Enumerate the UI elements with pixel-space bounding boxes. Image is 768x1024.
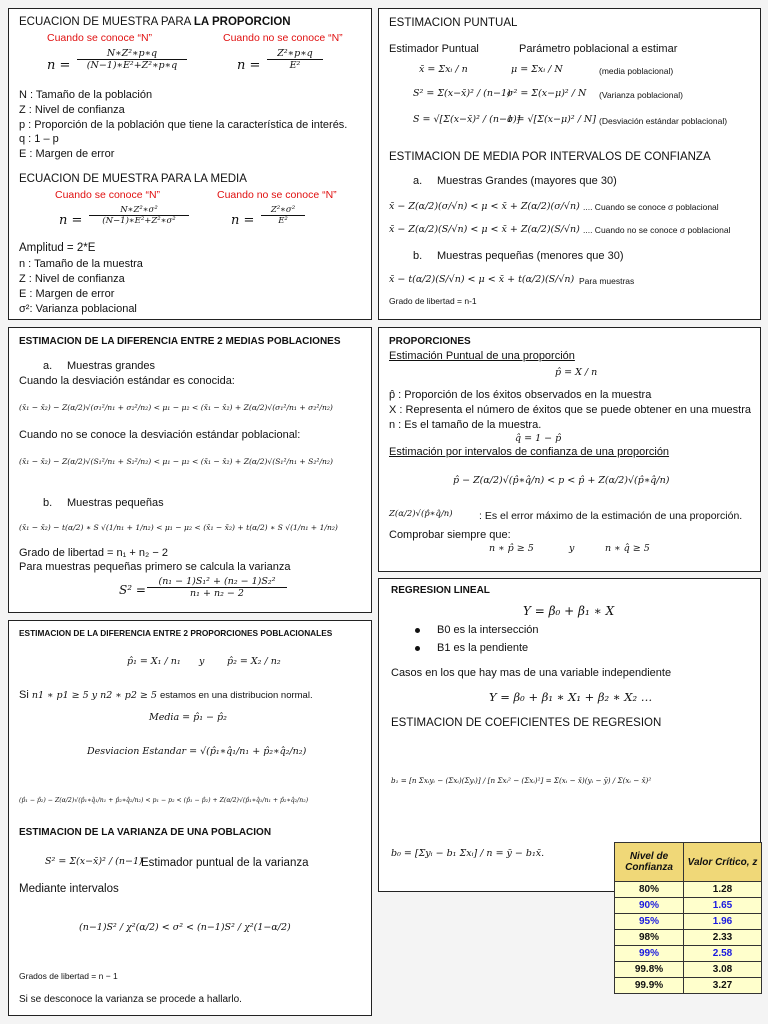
formula-mean-ci-known: x̄ − Z(α/2)(σ/√n) < μ < x̄ + Z(α/2)(σ/√n) [389, 201, 580, 212]
item-a-text: Muestras Grandes (mayores que 30) [437, 175, 617, 187]
check-nq: n ∗ q̂ ≥ 5 [605, 543, 650, 554]
box-difference-means: ESTIMACION DE LA DIFERENCIA ENTRE 2 MEDIAS POBLACIONES a. Muestras grandes Cuando la desviación estándar es conocida: (x̄₁ − x̄₂) − Z(α/2)√(σ₁²/n₁ + σ₂²/n₂) < μ₁ − μ₂ < (x̄₁ − x̄₂) + Z(α/2)√(σ₁²/n₁ + σ₂²/n₂) Cuando no se conoce la desviación estándar poblacional: (x̄₁ − x̄₂) − Z(α/2)√(S₁²/n₁ + S₂²/n₂) < μ₁ − μ₂ < (x̄₁ − x̄₂) + Z(α/2)√(S₁²/n₁ + S₂²/n₂) b. Muestras pequeñas (x̄₁ − x̄₂) − t(α/2) ∗ S √(1/n₁ + 1/n₂) < μ₁ − μ₂ < (x̄₁ − x̄₂) + t(α/2) ∗ S √(1/n₁ + 1/n₂) Grado de libertad = n₁ + n₂ − 2 Para muestras pequeñas primero se calcula la varianza S² = (n₁ − 1)S₁² + (n₂ − 1)S₂² n₁ + n₂ − 2 [8, 327, 372, 613]
note-small-samples: Para muestras [579, 276, 635, 286]
def-line: Z : Nivel de confianza [19, 104, 125, 116]
unknown-n-label: Cuando no se conoce “N” [223, 32, 343, 44]
note-sd: (Desviación estándar poblacional) [599, 116, 728, 126]
formula-mean-ci-small: x̄ − t(α/2)(S/√n) < μ < x̄ + t(α/2)(S/√n) [389, 274, 575, 285]
table-row: 99.9% 3.27 [615, 978, 762, 994]
formula-n-known-prop: N∗Z²∗p∗q (N−1)∗E²+Z²∗p∗q [77, 48, 187, 71]
note-known-sigma: .... Cuando se conoce σ poblacional [583, 202, 719, 212]
degrees-of-freedom: Grados de libertad = n − 1 [19, 971, 118, 981]
unknown-sd-text: Cuando no se conoce la desviación estándar poblacional: [19, 429, 301, 441]
sample-proportion-title: ECUACION DE MUESTRA PARA LA PROPORCION [19, 16, 291, 28]
formula-phat: p̂ = X / n [555, 367, 598, 378]
def-line: n : Es el tamaño de la muestra. [389, 419, 542, 431]
table-row: 99.8% 3.08 [615, 962, 762, 978]
check-np: n ∗ p̂ ≥ 5 [489, 543, 534, 554]
formula-diff-means-unknown: (x̄₁ − x̄₂) − Z(α/2)√(S₁²/n₁ + S₂²/n₂) < μ₁ − μ₂ < (x̄₁ − x̄₂) + Z(α/2)√(S₁²/n₁ + S₂²/n₂) [19, 457, 333, 466]
item-b-label: b. [413, 250, 423, 262]
formula-mean-ci-unknown: x̄ − Z(α/2)(S/√n) < μ < x̄ + Z(α/2)(S/√n) [389, 224, 580, 235]
bullet-item: B0 es la intersección [437, 624, 539, 636]
formula-sample-mean: x̄ = Σxᵢ / n [419, 64, 468, 75]
z-critical-table [614, 842, 762, 994]
unknown-variance-note: Si se desconoce la varianza se procede a hallarlo. [19, 994, 242, 1005]
bullet-icon [415, 646, 420, 651]
def-line: p̂ : Proporción de los éxitos observados en la muestra [389, 389, 652, 401]
formula-variance-ci: (n−1)S² / χ²(α/2) < σ² < (n−1)S² / χ²(1−α/2) [79, 922, 291, 933]
box-proportions: PROPORCIONES Estimación Puntual de una proporción p̂ = X / n p̂ : Proporción de los éxitos observados en la muestra X : Representa el número de éxitos que se puede obtener en una muestra n : Es el tamaño de la muestra. q̂ = 1 − p̂ Estimación por intervalos de confianza de una proporción p̂ − Z(α/2)√(p̂∗q̂/n) < p < p̂ + Z(α/2)√(p̂∗q̂/n) Z(α/2)√(p̂∗q̂/n) : Es el error máximo de la estimación de una proporción. Comprobar siempre que: n ∗ p̂ ≥ 5 y n ∗ q̂ ≥ 5 [378, 327, 761, 572]
formula-diff-means-small: (x̄₁ − x̄₂) − t(α/2) ∗ S √(1/n₁ + 1/n₂) < μ₁ − μ₂ < (x̄₁ − x̄₂) + t(α/2) ∗ S √(1/n₁ + 1/n₂) [19, 523, 338, 532]
formula-diff-sd: Desviacion Estandar = √(p̂₁∗q̂₁/n₁ + p̂₂∗q̂₂/n₂) [87, 746, 307, 757]
box-difference-proportions: ESTIMACION DE LA DIFERENCIA ENTRE 2 PROPORCIONES POBLACIONALES p̂₁ = X₁ / n₁ y p̂₂ = X₂ / n₂ Si n1 ∗ p1 ≥ 5 y n2 ∗ p2 ≥ 5 estamos en una distribucion normal. Media = p̂₁ − p̂₂ Desviacion Estandar = √(p̂₁∗q̂₁/n₁ + p̂₂∗q̂₂/n₂) (p̂₁ − p̂₂) − Z(α/2)√(p̂₁∗q̂₁/n₁ + p̂₂∗q̂₂/n₂) < p₁ − p₂ < (p̂₁ − p̂₂) + Z(α/2)√(p̂₁∗q̂₁/n₁ + p̂₂∗q̂₂/n₂) ESTIMACION DE LA VARIANZA DE UNA POBLACION S² = Σ(x−x̄)² / (n−1) Estimador puntual de la varianza Mediante intervalos (n−1)S² / χ²(α/2) < σ² < (n−1)S² / χ²(1−α/2) Grados de libertad = n − 1 Si se desconoce la varianza se procede a hallarlo. [8, 620, 372, 1016]
formula-max-error: Z(α/2)√(p̂∗q̂/n) [389, 509, 453, 519]
point-estimation-title: ESTIMACION PUNTUAL [389, 17, 518, 29]
known-n-label: Cuando se conoce “N” [47, 32, 153, 44]
proportions-title: PROPORCIONES [389, 336, 471, 347]
formula-pop-variance: σ² = Σ(x−μ)² / N [507, 88, 587, 99]
formula-pop-sd: σ = √[Σ(x−μ)² / N] [507, 114, 596, 125]
formula-diff-mean: Media = p̂₁ − p̂₂ [149, 712, 227, 723]
diff-proportions-title: ESTIMACION DE LA DIFERENCIA ENTRE 2 PROPORCIONES POBLACIONALES [19, 628, 333, 638]
coefficients-title: ESTIMACION DE COEFICIENTES DE REGRESION [391, 717, 662, 729]
item-b-text: Muestras pequeñas [67, 497, 164, 509]
note-variance: (Varianza poblacional) [599, 90, 683, 100]
interval-proportion-subtitle: Estimación por intervalos de confianza de una proporción [389, 446, 670, 458]
box-sample-size: ECUACION DE MUESTRA PARA LA PROPORCION Cuando se conoce “N” Cuando no se conoce “N” n = N∗Z²∗p∗q (N−1)∗E²+Z²∗p∗q n = Z²∗p∗q E² N : Tamaño de la población Z : Nivel de confianza p : Proporción de la población que tiene la característica de interés. q : 1 – p E : Margen de error ECUACION DE MUESTRA PARA LA MEDIA Cuando se conoce “N” Cuando no se conoce “N” n = N∗Z²∗σ² (N−1)∗E²+Z²∗σ² n = Z²∗σ² E² Amplitud = 2*E n : Tamaño de la muestra Z : Nivel de confianza E : Margen de error σ²: Varianza poblacional [8, 8, 372, 320]
pop-variance-title: ESTIMACION DE LA VARIANZA DE UNA POBLACION [19, 827, 272, 838]
item-a-label: a. [43, 360, 53, 372]
formula-p2hat: p̂₂ = X₂ / n₂ [227, 656, 281, 667]
bullet-icon [415, 628, 420, 633]
degrees-of-freedom: Grado de libertad = n-1 [389, 296, 477, 306]
known-sd-text: Cuando la desviación estándar es conocida: [19, 375, 235, 387]
formula-diff-means-known: (x̄₁ − x̄₂) − Z(α/2)√(σ₁²/n₁ + σ₂²/n₂) < μ₁ − μ₂ < (x̄₁ − x̄₂) + Z(α/2)√(σ₁²/n₁ + σ₂²/n₂) [19, 403, 333, 412]
table-row: 99% 2.58 [615, 946, 762, 962]
table-row: 95% 1.96 [615, 914, 762, 930]
header-critical-value: Valor Crítico, z [684, 843, 762, 882]
formula-pop-mean: μ = Σxᵢ / N [511, 64, 563, 75]
def-line: n : Tamaño de la muestra [19, 258, 143, 270]
bullet-item: B1 es la pendiente [437, 642, 529, 654]
table-row: 90% 1.65 [615, 898, 762, 914]
item-b-text: Muestras pequeñas (menores que 30) [437, 250, 624, 262]
formula-proportion-ci: p̂ − Z(α/2)√(p̂∗q̂/n) < p < p̂ + Z(α/2)√(p̂∗q̂/n) [453, 475, 670, 486]
check-text: Comprobar siempre que: [389, 529, 511, 541]
item-a-label: a. [413, 175, 423, 187]
item-a-text: Muestras grandes [67, 360, 156, 372]
multiple-variables-text: Casos en los que hay mas de una variable independiente [391, 667, 672, 679]
intervals-text: Mediante intervalos [19, 883, 119, 895]
normal-condition: Si n1 ∗ p1 ≥ 5 y n2 ∗ p2 ≥ 5 estamos en una distribucion normal. [19, 689, 313, 701]
def-line: E : Margen de error [19, 288, 115, 300]
table-row: 98% 2.33 [615, 930, 762, 946]
def-line: X : Representa el número de éxitos que se puede obtener en una muestra [389, 404, 752, 416]
formula-variance-estimator: S² = Σ(x−x̄)² / (n−1) [45, 856, 143, 867]
def-line: N : Tamaño de la población [19, 89, 153, 101]
def-line: q : 1 – p [19, 133, 59, 145]
def-line: σ²: Varianza poblacional [19, 303, 137, 315]
formula-n-known-mean: N∗Z²∗σ² (N−1)∗E²+Z²∗σ² [89, 205, 189, 226]
point-proportion-subtitle: Estimación Puntual de una proporción [389, 350, 575, 362]
regression-title: REGRESION LINEAL [391, 585, 490, 596]
col-parameter-label: Parámetro poblacional a estimar [519, 43, 678, 55]
note-mean: (media poblacional) [599, 66, 674, 76]
item-b-label: b. [43, 497, 53, 509]
mean-intervals-title: ESTIMACION DE MEDIA POR INTERVALOS DE CONFIANZA [389, 151, 711, 163]
formula-diff-proportions-ci: (p̂₁ − p̂₂) − Z(α/2)√(p̂₁∗q̂₁/n₁ + p̂₂∗q̂₂/n₂) < p₁ − p₂ < (p̂₁ − p̂₂) + Z(α/2)√(p̂₁∗q̂₁/n₁ + p̂₂∗q̂₂/n₂) [19, 797, 309, 804]
formula-multiple-regression: Y = β₀ + β₁ ∗ X₁ + β₂ ∗ X₂ … [489, 690, 653, 704]
formula-pooled-variance: (n₁ − 1)S₁² + (n₂ − 1)S₂² n₁ + n₂ − 2 [147, 576, 287, 599]
formula-n-unknown-prop: Z²∗p∗q E² [267, 48, 323, 71]
formula-simple-regression: Y = β₀ + β₁ ∗ X [523, 604, 615, 618]
formula-sample-variance: S² = Σ(x−x̄)² / (n−1) [413, 88, 511, 99]
header-confidence: Nivel de Confianza [615, 843, 684, 882]
degrees-of-freedom: Grado de libertad = n₁ + n₂ − 2 [19, 547, 168, 559]
table-header-row [615, 843, 762, 882]
formula-b0: b₀ = [Σyᵢ − b₁ Σxᵢ] / n = ȳ − b₁x̄. [391, 848, 545, 859]
sample-mean-title: ECUACION DE MUESTRA PARA LA MEDIA [19, 173, 247, 185]
col-estimator-label: Estimador Puntual [389, 43, 479, 55]
note-unknown-sigma: .... Cuando no se conoce σ poblacional [583, 225, 731, 235]
unknown-n-label: Cuando no se conoce “N” [217, 189, 337, 201]
def-line: p : Proporción de la población que tiene la característica de interés. [19, 119, 348, 131]
formula-n-unknown-mean: Z²∗σ² E² [261, 205, 305, 226]
formula-p1hat: p̂₁ = X₁ / n₁ [127, 656, 181, 667]
max-error-text: : Es el error máximo de la estimación de una proporción. [479, 510, 743, 522]
variance-estimator-note: Estimador puntual de la varianza [141, 857, 309, 869]
table-row: 80% 1.28 [615, 882, 762, 898]
amplitud-line: Amplitud = 2*E [19, 242, 96, 254]
def-line: Z : Nivel de confianza [19, 273, 125, 285]
def-line: E : Margen de error [19, 148, 115, 160]
formula-sample-sd: S = √[Σ(x−x̄)² / (n−1)] [413, 114, 521, 125]
known-n-label: Cuando se conoce “N” [55, 189, 161, 201]
diff-means-title: ESTIMACION DE LA DIFERENCIA ENTRE 2 MEDIAS POBLACIONES [19, 336, 341, 347]
box-point-estimation [378, 8, 761, 320]
formula-qhat: q̂ = 1 − p̂ [515, 433, 562, 444]
formula-b1: b₁ = [n Σxᵢyᵢ − (Σxᵢ)(Σyᵢ)] / [n Σxᵢ² − (Σxᵢ)²] = Σ(xᵢ − x̄)(yᵢ − ȳ) / Σ(xᵢ − x̄)² [391, 776, 652, 785]
pooled-variance-text: Para muestras pequeñas primero se calcula la varianza [19, 561, 291, 573]
